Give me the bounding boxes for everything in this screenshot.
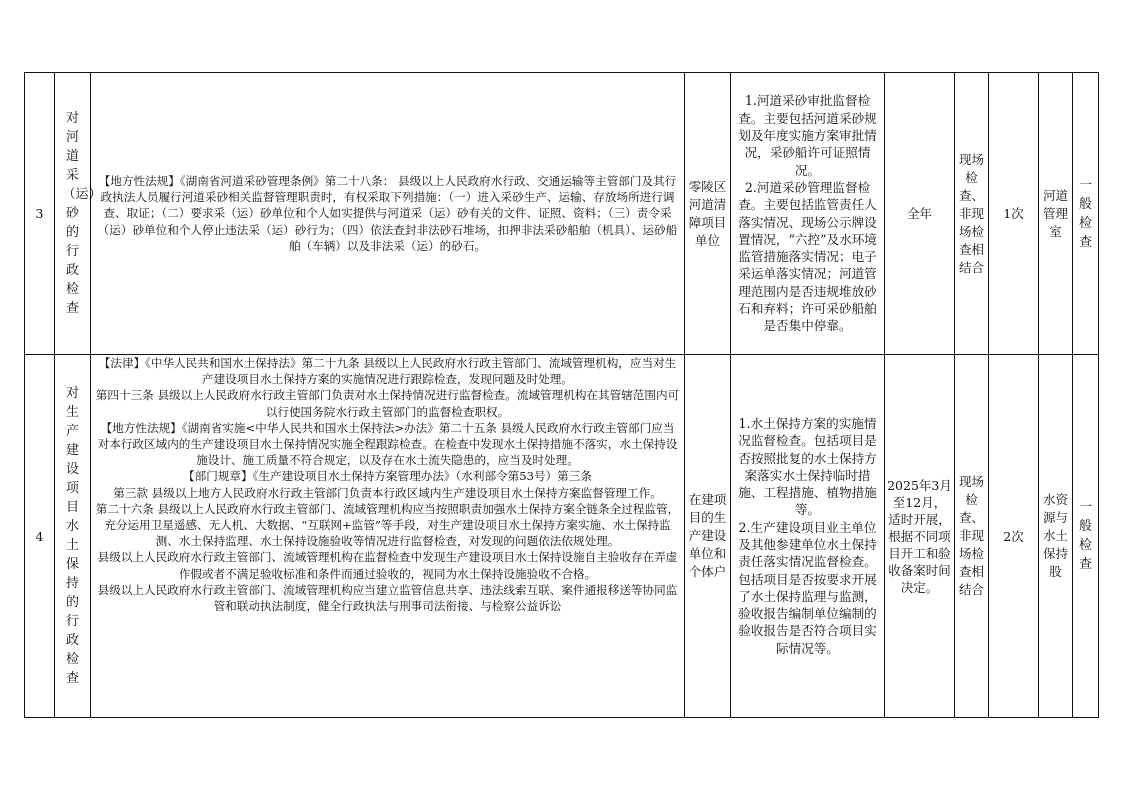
inspection-frequency: 2次 xyxy=(989,355,1039,718)
inspection-object: 零陵区河道清障项目单位 xyxy=(685,73,731,355)
responsible-department: 河道管理室 xyxy=(1039,73,1073,355)
table-row xyxy=(25,355,1099,718)
inspection-method: 现场检查、非现场检查相结合 xyxy=(955,73,989,355)
inspection-time: 2025年3月至12月，适时开展，根据不同项目开工和验收备案时间决定。 xyxy=(885,355,955,718)
responsible-department: 水资源与水土保持股 xyxy=(1039,355,1073,718)
inspection-item: 对河道采（运）砂的行政检查 xyxy=(55,73,91,355)
inspection-method: 现场检查、非现场检查相结合 xyxy=(955,355,989,718)
table-row xyxy=(25,73,1099,355)
inspection-type: 一般检查 xyxy=(1073,355,1099,718)
inspection-content: 1.水土保持方案的实施情况监督检查。包括项目是否按照批复的水土保持方案落实水土保持临时措施、工程措施、植物措施等。 2.生产建设项目业主单位及其他参建单位水土保持责任落实情况监督检查。包括项目是否按要求开展了水土保持监理与监测，验收报告编制单位编制的验收报告是否符合项目实际情况等。 xyxy=(731,355,885,718)
row-number: 4 xyxy=(25,355,55,718)
inspection-object: 在建项目的生产建设单位和个体户 xyxy=(685,355,731,718)
inspection-content: 1.河道采砂审批监督检查。主要包括河道采砂规划及年度实施方案审批情况，采砂船许可证照情况。 2.河道采砂管理监督检查。主要包括监管责任人落实情况、现场公示牌设置情况，“六控”及水环境监管措施落实情况；电子采运单落实情况；河道管理范围内是否违规堆放砂石和弃料；许可采砂船舶是否集中停靠。 xyxy=(731,73,885,355)
legal-basis: 【地方性法规】《湖南省河道采砂管理条例》第二十八条： 县级以上人民政府水行政、交通运输等主管部门及其行政执法人员履行河道采砂相关监督管理职责时，有权采取下列措施：（一）进入采砂生产、运输、存放场所进行调查、取证；（二）要求采（运）砂单位和个人如实提供与河道采（运）砂有关的文件、证照、资料；（三）责令采（运）砂单位和个人停止违法采（运）砂行为；（四）依法查封非法砂石堆场，扣押非法采砂船舶（机具）、运砂船舶（车辆）以及非法采（运）的砂石。 xyxy=(91,73,685,355)
inspection-item: 对生产建设项目水土保持的行政检查 xyxy=(55,355,91,718)
inspection-time: 全年 xyxy=(885,73,955,355)
inspection-plan-table xyxy=(24,72,1099,718)
inspection-frequency: 1次 xyxy=(989,73,1039,355)
inspection-type: 一般检查 xyxy=(1073,73,1099,355)
legal-basis: 【法律】《中华人民共和国水土保持法》第二十九条 县级以上人民政府水行政主管部门、流域管理机构，应当对生产建设项目水土保持方案的实施情况进行跟踪检查，发现问题及时处理。 第四十三条 县级以上人民政府水行政主管部门负责对水土保持情况进行监督检查。流域管理机构在其管辖范围内可以行使国务院水行政主管部门的监督检查职权。 【地方性法规】《湖南省实施<中华人民共和国水土保持法>办法》第二十五条 县级人民政府水行政主管部门应当对本行政区域内的生产建设项目水土保持情况实施全程跟踪检查。在检查中发现水土保持措施不落实，水土保持设施设计、施工质量不符合规定，以及存在水土流失隐患的，应当及时处理。 【部门规章】《生产建设项目水土保持方案管理办法》（水利部令第53号）第三条 第三款 县级以上地方人民政府水行政主管部门负责本行政区域内生产建设项目水土保持方案监督管理工作。 第二十六条 县级以上人民政府水行政主管部门、流域管理机构应当按照职责加强水土保持方案全链条全过程监管，充分运用卫星遥感、无人机、大数据、“互联网+监管”等手段，对生产建设项目水土保持方案实施、水土保持监测、水土保持监理、水土保持设施验收等情况进行监督检查，对发现的问题依法依规处理。 县级以上人民政府水行政主管部门、流域管理机构在监督检查中发现生产建设项目水土保持设施自主验收存在弄虚作假或者不满足验收标准和条件而通过验收的，视同为水土保持设施验收不合格。 县级以上人民政府水行政主管部门、流域管理机构应当建立监管信息共享、违法线索互联、案件通报移送等协同监管和联动执法制度，健全行政执法与刑事司法衔接、与检察公益诉讼 xyxy=(91,355,685,718)
row-number: 3 xyxy=(25,73,55,355)
